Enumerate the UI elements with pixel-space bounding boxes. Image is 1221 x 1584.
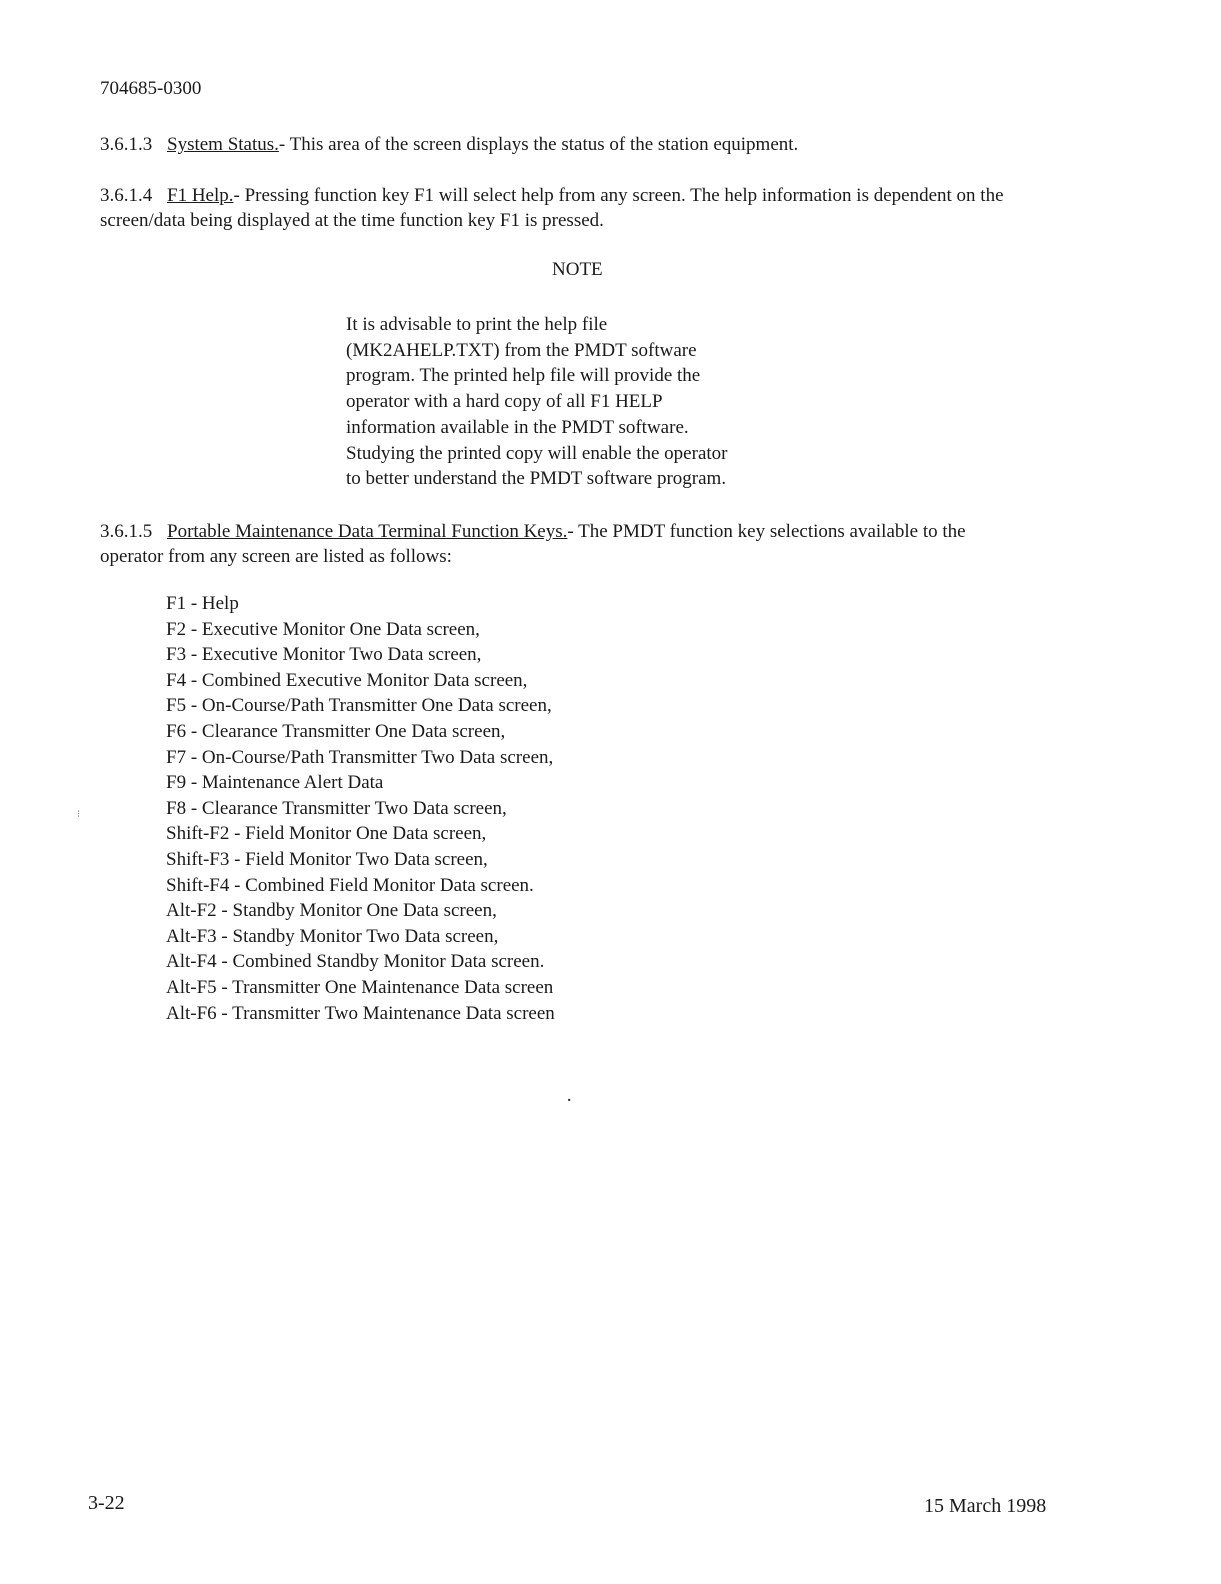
section-title: Portable Maintenance Data Terminal Function Keys. [167, 521, 568, 542]
note-body [346, 312, 816, 492]
scan-mark: ⁝ [77, 809, 81, 820]
list-item: F9 - Maintenance Alert Data [166, 772, 384, 794]
section-number: 3.6.1.3 [100, 134, 153, 155]
list-item: Alt-F5 - Transmitter One Maintenance Data screen [166, 976, 554, 998]
note-line: Studying the printed copy will enable the operator [346, 442, 728, 464]
list-item: Alt-F4 - Combined Standby Monitor Data screen. [166, 951, 545, 973]
section-3-6-1-3 [100, 132, 1030, 157]
list-item: F4 - Combined Executive Monitor Data screen, [166, 669, 528, 691]
footer-date: 15 March 1998 [924, 1495, 1047, 1517]
section-body: - This area of the screen displays the status of the station equipment. [278, 134, 799, 155]
list-item: Shift-F3 - Field Monitor Two Data screen, [166, 848, 488, 870]
note-line: operator with a hard copy of all F1 HELP [346, 391, 663, 413]
section-number: 3.6.1.5 [100, 521, 153, 542]
note-line: (MK2AHELP.TXT) from the PMDT software [346, 339, 697, 361]
section-body: - Pressing function key F1 will select help from any screen. The help information is dependent on the screen/data being displayed at the time function key F1 is pressed. [100, 185, 1004, 231]
list-item: F6 - Clearance Transmitter One Data screen, [166, 720, 506, 742]
scan-dot: · [566, 1090, 573, 1111]
section-3-6-1-4 [100, 183, 1030, 233]
document-number: 704685-0300 [100, 78, 202, 99]
list-item: F7 - On-Course/Path Transmitter Two Data screen, [166, 746, 554, 768]
list-item: F2 - Executive Monitor One Data screen, [166, 618, 480, 640]
list-item: Alt-F2 - Standby Monitor One Data screen, [166, 900, 497, 922]
section-number: 3.6.1.4 [100, 185, 153, 206]
list-item: Shift-F2 - Field Monitor One Data screen, [166, 823, 487, 845]
section-title: System Status. [167, 134, 279, 155]
list-item: F1 - Help [166, 593, 239, 614]
page-number: 3-22 [88, 1492, 125, 1514]
note-line: program. The printed help file will provide the [346, 365, 701, 387]
list-item: F5 - On-Course/Path Transmitter One Data screen, [166, 695, 552, 717]
list-item: Alt-F3 - Standby Monitor Two Data screen, [166, 925, 499, 947]
note-heading: NOTE [552, 259, 603, 280]
function-key-list [166, 591, 555, 1026]
note-line: to better understand the PMDT software program. [346, 468, 727, 490]
list-item: F8 - Clearance Transmitter Two Data screen, [166, 797, 507, 819]
section-body: - The PMDT function key selections available to the operator from any screen are listed as follows: [100, 521, 966, 567]
list-item: F3 - Executive Monitor Two Data screen, [166, 644, 482, 666]
section-3-6-1-5 [100, 519, 1030, 569]
list-item: Alt-F6 - Transmitter Two Maintenance Data screen [166, 1002, 555, 1024]
section-title: F1 Help. [167, 185, 234, 206]
note-line: It is advisable to print the help file [346, 314, 608, 335]
note-line: information available in the PMDT software. [346, 416, 689, 438]
list-item: Shift-F4 - Combined Field Monitor Data screen. [166, 874, 534, 896]
